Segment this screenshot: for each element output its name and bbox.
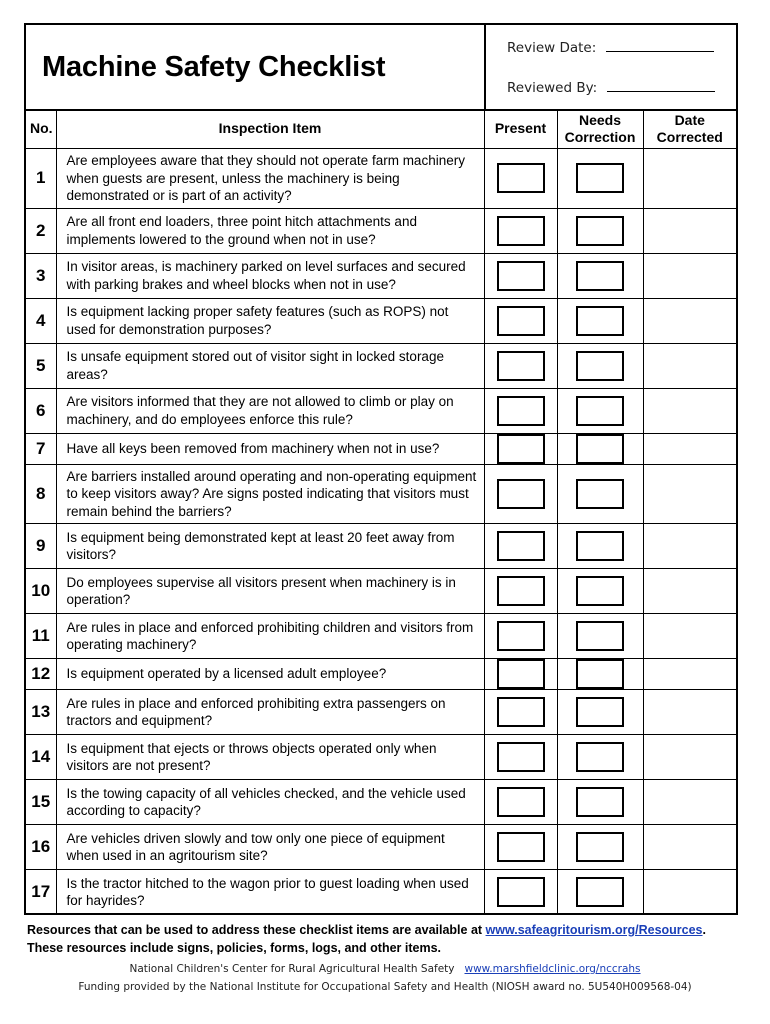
date-corrected-field[interactable] <box>643 825 736 870</box>
present-cell <box>484 780 557 825</box>
row-number: 9 <box>26 524 56 569</box>
needs-correction-cell <box>557 298 643 343</box>
needs-correction-checkbox[interactable] <box>576 832 624 862</box>
inspection-item-text: Are barriers installed around operating and non-operating equipment to keep visitors away? Are signs posted indicating that visitors must remain behind the barriers? <box>56 464 484 524</box>
inspection-item-text: Are all front end loaders, three point hitch attachments and implements lowered to the ground when not in use? <box>56 208 484 253</box>
row-number: 7 <box>26 433 56 464</box>
resources-link[interactable]: www.safeagritourism.org/Resources <box>485 923 703 937</box>
date-corrected-field[interactable] <box>643 464 736 524</box>
needs-correction-checkbox[interactable] <box>576 261 624 291</box>
table-row <box>26 659 736 690</box>
needs-correction-checkbox[interactable] <box>576 531 624 561</box>
present-checkbox[interactable] <box>497 697 545 727</box>
date-corrected-field[interactable] <box>643 149 736 209</box>
inspection-item-text: Is equipment being demonstrated kept at least 20 feet away from visitors? <box>56 524 484 569</box>
present-checkbox[interactable] <box>497 163 545 193</box>
needs-correction-cell <box>557 780 643 825</box>
col-header-date-corrected <box>643 109 736 149</box>
inspection-item-text: Is unsafe equipment stored out of visitor sight in locked storage areas? <box>56 343 484 388</box>
present-cell <box>484 298 557 343</box>
table-row <box>26 614 736 659</box>
date-line1: Date <box>674 111 705 128</box>
needs-correction-cell <box>557 524 643 569</box>
present-checkbox[interactable] <box>497 479 545 509</box>
date-corrected-field[interactable] <box>643 735 736 780</box>
needs-correction-checkbox[interactable] <box>576 351 624 381</box>
review-date-label: Review Date: <box>507 40 597 56</box>
row-number: 4 <box>26 298 56 343</box>
needs-correction-cell <box>557 149 643 209</box>
page-title: Machine Safety Checklist <box>42 51 386 83</box>
row-number: 17 <box>26 870 56 915</box>
inspection-item-text: Is the tractor hitched to the wagon prior to guest loading when used for hayrides? <box>56 870 484 915</box>
present-cell <box>484 208 557 253</box>
date-corrected-field[interactable] <box>643 614 736 659</box>
present-checkbox[interactable] <box>497 351 545 381</box>
needs-correction-cell <box>557 433 643 464</box>
present-checkbox[interactable] <box>497 261 545 291</box>
row-number: 13 <box>26 690 56 735</box>
inspection-item-text: Are employees aware that they should not operate farm machinery when guests are present, unless the machinery is being demonstrated or is part of an activity? <box>56 149 484 209</box>
row-number: 10 <box>26 569 56 614</box>
inspection-item-text: Is equipment lacking proper safety features (such as ROPS) not used for demonstration purposes? <box>56 298 484 343</box>
present-checkbox[interactable] <box>497 434 545 464</box>
row-number: 15 <box>26 780 56 825</box>
table-row <box>26 464 736 524</box>
inspection-item-text: Are rules in place and enforced prohibiting extra passengers on tractors and equipment? <box>56 690 484 735</box>
needs-correction-checkbox[interactable] <box>576 306 624 336</box>
present-cell <box>484 735 557 780</box>
present-cell <box>484 433 557 464</box>
date-corrected-field[interactable] <box>643 569 736 614</box>
present-cell <box>484 690 557 735</box>
needs-correction-cell <box>557 253 643 298</box>
needs-correction-cell <box>557 735 643 780</box>
present-checkbox[interactable] <box>497 832 545 862</box>
row-number: 2 <box>26 208 56 253</box>
resources-note <box>27 921 747 957</box>
row-number: 16 <box>26 825 56 870</box>
needs-line1: Needs <box>578 111 622 128</box>
present-cell <box>484 825 557 870</box>
date-corrected-field[interactable] <box>643 780 736 825</box>
present-checkbox[interactable] <box>497 659 545 689</box>
date-corrected-field[interactable] <box>643 524 736 569</box>
needs-correction-cell <box>557 659 643 690</box>
needs-correction-cell <box>557 464 643 524</box>
present-cell <box>484 614 557 659</box>
date-line2: Corrected <box>656 128 723 145</box>
table-row <box>26 870 736 915</box>
row-number: 12 <box>26 659 56 690</box>
needs-line2: Correction <box>564 128 636 145</box>
present-cell <box>484 388 557 433</box>
table-row <box>26 208 736 253</box>
date-corrected-field[interactable] <box>643 433 736 464</box>
inspection-item-text: Have all keys been removed from machinery when not in use? <box>56 433 484 464</box>
inspection-item-text: Do employees supervise all visitors present when machinery is in operation? <box>56 569 484 614</box>
row-number: 8 <box>26 464 56 524</box>
needs-correction-checkbox[interactable] <box>576 659 624 689</box>
table-row <box>26 388 736 433</box>
needs-correction-checkbox[interactable] <box>576 576 624 606</box>
row-number: 14 <box>26 735 56 780</box>
needs-correction-checkbox[interactable] <box>576 216 624 246</box>
table-row <box>26 780 736 825</box>
reviewed-by-label: Reviewed By: <box>507 80 598 96</box>
needs-correction-checkbox[interactable] <box>576 621 624 651</box>
present-checkbox[interactable] <box>497 216 545 246</box>
present-cell <box>484 569 557 614</box>
table-row <box>26 524 736 569</box>
form-header <box>26 25 736 111</box>
needs-correction-checkbox[interactable] <box>576 396 624 426</box>
table-row <box>26 253 736 298</box>
footer-org-line <box>0 963 770 975</box>
present-checkbox[interactable] <box>497 877 545 907</box>
present-cell <box>484 343 557 388</box>
resources-suffix: . <box>702 923 706 937</box>
present-checkbox[interactable] <box>497 306 545 336</box>
review-date-field[interactable] <box>606 38 714 52</box>
table-row <box>26 825 736 870</box>
date-corrected-field[interactable] <box>643 870 736 915</box>
table-row <box>26 690 736 735</box>
needs-correction-cell <box>557 388 643 433</box>
inspection-item-text: Are rules in place and enforced prohibiting children and visitors from operating machinery? <box>56 614 484 659</box>
reviewed-by-field[interactable] <box>607 78 715 92</box>
date-corrected-field[interactable] <box>643 253 736 298</box>
table-row <box>26 343 736 388</box>
needs-correction-cell <box>557 569 643 614</box>
col-header-no: No. <box>26 109 56 149</box>
footer-org: National Children's Center for Rural Agricultural Health Safety <box>129 963 455 975</box>
row-number: 11 <box>26 614 56 659</box>
needs-correction-checkbox[interactable] <box>576 877 624 907</box>
table-row <box>26 433 736 464</box>
table-row <box>26 298 736 343</box>
needs-correction-cell <box>557 614 643 659</box>
present-checkbox[interactable] <box>497 742 545 772</box>
inspection-item-text: In visitor areas, is machinery parked on level surfaces and secured with parking brakes and wheel blocks when not in use? <box>56 253 484 298</box>
date-corrected-field[interactable] <box>643 388 736 433</box>
needs-correction-checkbox[interactable] <box>576 163 624 193</box>
date-corrected-field[interactable] <box>643 659 736 690</box>
needs-correction-cell <box>557 870 643 915</box>
col-header-item: Inspection Item <box>56 109 484 149</box>
needs-correction-checkbox[interactable] <box>576 742 624 772</box>
inspection-item-text: Is equipment that ejects or throws objects operated only when visitors are not present? <box>56 735 484 780</box>
reviewed-by-row <box>507 78 715 96</box>
date-corrected-field[interactable] <box>643 690 736 735</box>
inspection-item-text: Are visitors informed that they are not allowed to climb or play on machinery, and do employees enforce this rule? <box>56 388 484 433</box>
needs-correction-cell <box>557 690 643 735</box>
needs-correction-checkbox[interactable] <box>576 697 624 727</box>
footer-org-link[interactable]: www.marshfieldclinic.org/nccrahs <box>464 963 641 975</box>
needs-correction-checkbox[interactable] <box>576 479 624 509</box>
row-number: 6 <box>26 388 56 433</box>
present-checkbox[interactable] <box>497 576 545 606</box>
inspection-table <box>26 109 736 915</box>
present-checkbox[interactable] <box>497 531 545 561</box>
present-cell <box>484 659 557 690</box>
table-header-row <box>26 109 736 149</box>
present-checkbox[interactable] <box>497 787 545 817</box>
needs-correction-cell <box>557 825 643 870</box>
table-row <box>26 735 736 780</box>
table-row <box>26 149 736 209</box>
resources-prefix: Resources that can be used to address these checklist items are available at <box>27 923 486 937</box>
needs-correction-cell <box>557 343 643 388</box>
needs-correction-checkbox[interactable] <box>576 787 624 817</box>
present-checkbox[interactable] <box>497 621 545 651</box>
inspection-item-text: Are vehicles driven slowly and tow only one piece of equipment when used in an agritourism site? <box>56 825 484 870</box>
checklist-form <box>24 23 738 915</box>
present-cell <box>484 870 557 915</box>
row-number: 5 <box>26 343 56 388</box>
review-info <box>484 25 738 109</box>
present-checkbox[interactable] <box>497 396 545 426</box>
resources-line2: These resources include signs, policies, forms, logs, and other items. <box>27 941 442 955</box>
footer-funding: Funding provided by the National Institute for Occupational Safety and Health (NIOSH award no. 5U540H009568-04) <box>78 981 692 993</box>
present-cell <box>484 253 557 298</box>
col-header-needs-correction <box>557 109 643 149</box>
review-date-row <box>507 38 714 56</box>
table-row <box>26 569 736 614</box>
present-cell <box>484 149 557 209</box>
needs-correction-cell <box>557 208 643 253</box>
date-corrected-field[interactable] <box>643 343 736 388</box>
inspection-item-text: Is the towing capacity of all vehicles checked, and the vehicle used according to capacity? <box>56 780 484 825</box>
row-number: 1 <box>26 149 56 209</box>
col-header-present: Present <box>484 109 557 149</box>
date-corrected-field[interactable] <box>643 208 736 253</box>
date-corrected-field[interactable] <box>643 298 736 343</box>
present-cell <box>484 464 557 524</box>
needs-correction-checkbox[interactable] <box>576 434 624 464</box>
present-cell <box>484 524 557 569</box>
row-number: 3 <box>26 253 56 298</box>
inspection-item-text: Is equipment operated by a licensed adult employee? <box>56 659 484 690</box>
